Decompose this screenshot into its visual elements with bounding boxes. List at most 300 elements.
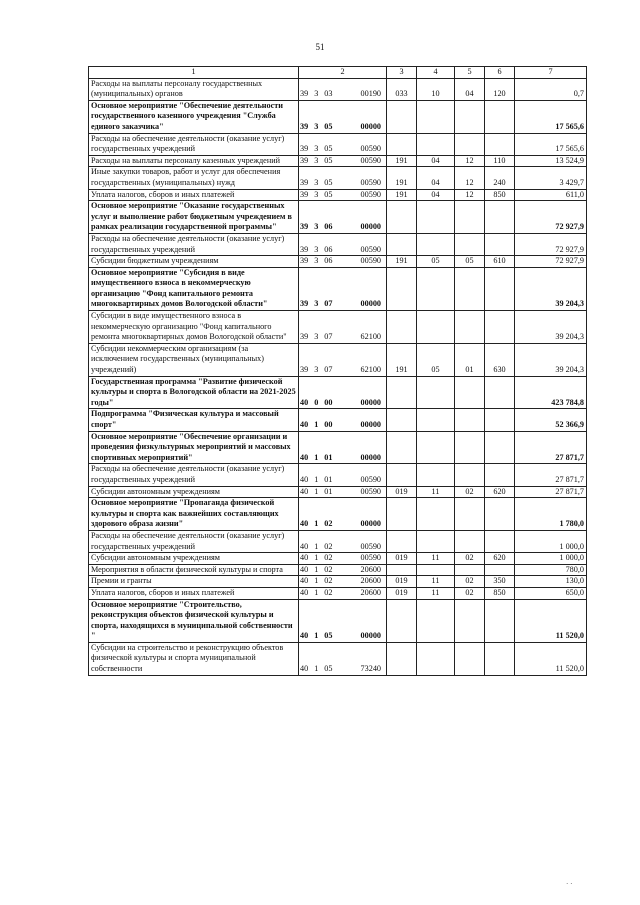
code-part: 1 [314,587,319,597]
row-amount: 17 565,6 [515,100,587,133]
row-code [299,530,387,552]
row-col3 [387,409,417,431]
row-name: Расходы на обеспечение деятельности (оказание услуг) государственных учреждений [89,233,299,255]
row-amount: 1 000,0 [515,553,587,565]
row-code [299,256,387,268]
row-name: Субсидии некоммерческим организациям (за исключением государственных (муниципальных) учреждений) [89,343,299,376]
row-col4 [417,498,455,531]
code-part: 05 [324,189,333,199]
row-amount: 1 000,0 [515,530,587,552]
code-part: 62100 [360,365,381,375]
code-part: 3 [314,155,319,165]
row-name: Основное мероприятие "Субсидия в виде имущественного взноса в некоммерческую организацию "Фонд капитального ремонта многоквартирных домов Вологодской области" [89,267,299,310]
row-code [299,464,387,486]
row-name: Субсидии в виде имущественного взноса в некоммерческую организацию "Фонд капитального ремонта многоквартирных домов Вологодской области" [89,311,299,344]
table-row [89,464,587,486]
row-col6 [485,201,515,234]
row-col5 [455,409,485,431]
code-part: 1 [314,553,319,563]
code-part: 00590 [360,486,381,496]
code-part: 40 [300,452,309,462]
row-col5 [455,100,485,133]
page-number: 51 [315,42,325,52]
row-code [299,498,387,531]
row-col3 [387,376,417,409]
table-row [89,133,587,155]
code-part: 00 [324,397,333,407]
code-part: 3 [314,256,319,266]
row-col6 [485,133,515,155]
row-col5 [455,233,485,255]
table-row [89,201,587,234]
table-row [89,498,587,531]
code-part: 05 [324,144,333,154]
code-part: 06 [324,222,333,232]
row-col5 [455,311,485,344]
row-amount: 39 204,3 [515,343,587,376]
code-part: 07 [324,365,333,375]
code-parts [300,256,385,267]
code-part: 02 [324,519,333,529]
row-code [299,78,387,100]
code-part: 1 [314,631,319,641]
code-part: 01 [324,486,333,496]
code-part: 00000 [360,452,381,462]
code-parts [300,519,385,530]
code-part: 01 [324,474,333,484]
row-name: Расходы на обеспечение деятельности (оказание услуг) государственных учреждений [89,530,299,552]
row-col5: 02 [455,587,485,599]
row-col6: 110 [485,155,515,167]
row-code [299,267,387,310]
code-part: 40 [300,576,309,586]
row-col6 [485,431,515,464]
code-parts [300,332,385,343]
row-col6 [485,498,515,531]
code-part: 40 [300,587,309,597]
row-col3 [387,233,417,255]
row-name: Основное мероприятие "Обеспечение деятельности государственного казенного учреждения "Служба единого заказчика" [89,100,299,133]
row-col4 [417,311,455,344]
code-part: 3 [314,244,319,254]
code-part: 05 [324,177,333,187]
row-col4 [417,530,455,552]
code-part: 06 [324,256,333,266]
row-col6 [485,100,515,133]
row-amount: 3 429,7 [515,167,587,189]
code-part: 3 [314,121,319,131]
row-col3: 191 [387,256,417,268]
row-col6 [485,464,515,486]
row-col3 [387,311,417,344]
table-row [89,311,587,344]
row-amount: 27 871,7 [515,486,587,498]
row-col5: 02 [455,553,485,565]
row-col6 [485,530,515,552]
code-part: 1 [314,452,319,462]
header-cell: 4 [417,67,455,79]
row-amount: 1 780,0 [515,498,587,531]
row-col3: 019 [387,553,417,565]
row-col5 [455,564,485,576]
row-col4: 11 [417,576,455,588]
code-part: 03 [324,89,333,99]
budget-table [88,66,587,676]
row-col6 [485,267,515,310]
row-code [299,642,387,675]
table-row [89,343,587,376]
code-part: 39 [300,189,309,199]
code-part: 1 [314,519,319,529]
row-code [299,201,387,234]
code-part: 1 [314,486,319,496]
table-row [89,576,587,588]
row-code [299,576,387,588]
row-col3: 191 [387,167,417,189]
row-col6 [485,564,515,576]
code-part: 40 [300,420,309,429]
header-cell: 5 [455,67,485,79]
table-row [89,642,587,675]
code-part: 07 [324,332,333,342]
row-col4: 11 [417,553,455,565]
table-row [89,564,587,576]
code-part: 3 [314,89,319,99]
row-col4: 11 [417,486,455,498]
row-col5: 05 [455,256,485,268]
row-col3 [387,267,417,310]
table-row [89,100,587,133]
table-row [89,599,587,642]
row-code [299,553,387,565]
row-name: Расходы на выплаты персоналу казенных учреждений [89,155,299,167]
row-name: Иные закупки товаров, работ и услуг для обеспечения государственных (муниципальных) нужд [89,167,299,189]
row-col6: 240 [485,167,515,189]
row-amount: 11 520,0 [515,599,587,642]
row-col6 [485,233,515,255]
code-parts [300,542,385,553]
row-amount: 52 366,9 [515,409,587,431]
code-part: 00590 [360,256,381,266]
code-part: 40 [300,564,309,574]
code-part: 40 [300,631,309,641]
code-parts [300,156,385,167]
code-part: 40 [300,541,309,551]
table-row [89,486,587,498]
row-col6 [485,642,515,675]
row-col4 [417,100,455,133]
row-amount: 611,0 [515,189,587,201]
code-part: 00590 [360,189,381,199]
row-col5 [455,464,485,486]
row-col4 [417,376,455,409]
code-part: 39 [300,365,309,375]
row-name: Субсидии автономным учреждениям [89,486,299,498]
header-cell: 2 [299,67,387,79]
code-part: 1 [314,541,319,551]
row-name: Основное мероприятие "Обеспечение организации и проведения физкультурных мероприятий и массовых спортивных мероприятий" [89,431,299,464]
row-col3: 191 [387,155,417,167]
code-part: 0 [314,397,319,407]
code-part: 00000 [360,519,381,529]
row-col6: 620 [485,553,515,565]
code-parts [300,487,385,498]
row-amount: 650,0 [515,587,587,599]
code-part: 39 [300,121,309,131]
row-col4: 04 [417,167,455,189]
code-part: 3 [314,332,319,342]
row-name: Уплата налогов, сборов и иных платежей [89,587,299,599]
code-parts [300,122,385,133]
code-part: 00 [324,420,333,429]
row-name: Государственная программа "Развитие физической культуры и спорта в Вологодской области на 2021-2025 годы" [89,376,299,409]
code-part: 3 [314,299,319,309]
row-amount: 17 565,6 [515,133,587,155]
row-amount: 39 204,3 [515,267,587,310]
row-col4: 10 [417,78,455,100]
code-parts [300,398,385,409]
row-col3 [387,642,417,675]
table-row [89,553,587,565]
code-part: 20600 [360,564,381,574]
code-parts [300,190,385,201]
code-part: 00590 [360,553,381,563]
row-name: Уплата налогов, сборов и иных платежей [89,189,299,201]
code-part: 1 [314,664,319,674]
header-row [89,67,587,79]
code-part: 1 [314,576,319,586]
code-part: 20600 [360,576,381,586]
code-parts [300,475,385,486]
code-part: 40 [300,397,309,407]
row-col5 [455,599,485,642]
row-col4: 05 [417,256,455,268]
row-col4 [417,409,455,431]
row-col4 [417,201,455,234]
row-amount: 13 524,9 [515,155,587,167]
code-part: 3 [314,144,319,154]
table-row [89,167,587,189]
row-amount: 72 927,9 [515,256,587,268]
row-col5 [455,431,485,464]
code-part: 39 [300,222,309,232]
code-part: 39 [300,244,309,254]
row-col4 [417,133,455,155]
row-col6: 620 [485,486,515,498]
code-part: 07 [324,299,333,309]
row-amount: 0,7 [515,78,587,100]
row-name: Расходы на обеспечение деятельности (оказание услуг) государственных учреждений [89,133,299,155]
table-row [89,530,587,552]
code-part: 00590 [360,177,381,187]
row-col5 [455,498,485,531]
row-name: Основное мероприятие "Строительство, реконструкция объектов физической культуры и спорта, находящихся в муниципальной собственности " [89,599,299,642]
table-body [89,67,587,676]
row-col6 [485,311,515,344]
row-code [299,599,387,642]
row-col6: 120 [485,78,515,100]
row-code [299,311,387,344]
row-col4 [417,464,455,486]
row-col3: 019 [387,486,417,498]
row-code [299,233,387,255]
row-amount: 423 784,8 [515,376,587,409]
code-part: 39 [300,299,309,309]
row-col3 [387,464,417,486]
table-row [89,78,587,100]
row-col4 [417,267,455,310]
code-part: 40 [300,664,309,674]
code-parts [300,420,385,431]
table-row [89,376,587,409]
code-part: 00000 [360,631,381,641]
row-code [299,564,387,576]
table-row [89,189,587,201]
row-col5 [455,642,485,675]
code-part: 05 [324,155,333,165]
code-parts [300,144,385,155]
code-part: 00000 [360,420,381,429]
code-part: 1 [314,564,319,574]
code-parts [300,365,385,376]
row-col4 [417,431,455,464]
table-row [89,431,587,464]
row-col4 [417,233,455,255]
row-amount: 130,0 [515,576,587,588]
row-name: Мероприятия в области физической культуры и спорта [89,564,299,576]
code-part: 02 [324,576,333,586]
row-code [299,587,387,599]
code-part: 00590 [360,144,381,154]
code-part: 05 [324,664,333,674]
row-col3: 033 [387,78,417,100]
row-col3 [387,498,417,531]
code-part: 3 [314,189,319,199]
row-amount: 72 927,9 [515,201,587,234]
code-parts [300,588,385,599]
row-col4 [417,564,455,576]
row-col4 [417,642,455,675]
row-code [299,486,387,498]
scan-mark: · · [566,880,573,888]
code-parts [300,299,385,310]
row-col5 [455,201,485,234]
code-part: 1 [314,474,319,484]
code-part: 62100 [360,332,381,342]
row-col6: 350 [485,576,515,588]
row-code [299,100,387,133]
row-code [299,133,387,155]
row-col6: 630 [485,343,515,376]
code-part: 00000 [360,121,381,131]
code-part: 02 [324,541,333,551]
code-part: 3 [314,177,319,187]
code-part: 02 [324,553,333,563]
code-parts [300,89,385,100]
code-part: 39 [300,144,309,154]
row-col6: 850 [485,189,515,201]
code-part: 3 [314,365,319,375]
code-part: 00000 [360,397,381,407]
row-col5: 01 [455,343,485,376]
table-row [89,267,587,310]
code-part: 40 [300,474,309,484]
row-col3 [387,564,417,576]
row-col3: 191 [387,189,417,201]
code-part: 40 [300,486,309,496]
row-col4: 11 [417,587,455,599]
code-part: 20600 [360,587,381,597]
row-col5 [455,376,485,409]
row-col5: 12 [455,167,485,189]
row-code [299,376,387,409]
table-row [89,155,587,167]
code-part: 06 [324,244,333,254]
code-part: 39 [300,89,309,99]
code-part: 40 [300,553,309,563]
row-code [299,343,387,376]
code-part: 39 [300,332,309,342]
code-parts [300,178,385,189]
code-parts [300,245,385,256]
row-amount: 39 204,3 [515,311,587,344]
row-col5: 12 [455,189,485,201]
row-col4 [417,599,455,642]
code-parts [300,553,385,564]
code-part: 01 [324,452,333,462]
row-col5 [455,530,485,552]
row-col3: 191 [387,343,417,376]
row-col5: 02 [455,486,485,498]
row-name: Субсидии на строительство и реконструкцию объектов физической культуры и спорта муниципальной собственности [89,642,299,675]
code-part: 00590 [360,474,381,484]
row-col3: 019 [387,587,417,599]
code-part: 73240 [360,664,381,674]
code-part: 1 [314,420,319,429]
code-part: 05 [324,631,333,641]
code-part: 00590 [360,541,381,551]
row-col5: 04 [455,78,485,100]
row-code [299,189,387,201]
table-row [89,409,587,431]
row-col3 [387,201,417,234]
row-col6 [485,376,515,409]
code-part: 40 [300,519,309,529]
row-name: Расходы на выплаты персоналу государственных (муниципальных) органов [89,78,299,100]
row-amount: 72 927,9 [515,233,587,255]
code-parts [300,576,385,587]
row-col6: 610 [485,256,515,268]
row-code [299,409,387,431]
row-name: Субсидии бюджетным учреждениям [89,256,299,268]
code-parts [300,631,385,642]
code-part: 00000 [360,222,381,232]
row-col3: 019 [387,576,417,588]
table-row [89,587,587,599]
row-col3 [387,100,417,133]
row-col6 [485,599,515,642]
header-cell: 7 [515,67,587,79]
row-amount: 27 871,7 [515,464,587,486]
row-amount: 27 871,7 [515,431,587,464]
code-part: 39 [300,155,309,165]
code-part: 00590 [360,155,381,165]
code-part: 02 [324,564,333,574]
row-col6 [485,409,515,431]
row-col5: 02 [455,576,485,588]
row-code [299,431,387,464]
row-name: Расходы на обеспечение деятельности (оказание услуг) государственных учреждений [89,464,299,486]
